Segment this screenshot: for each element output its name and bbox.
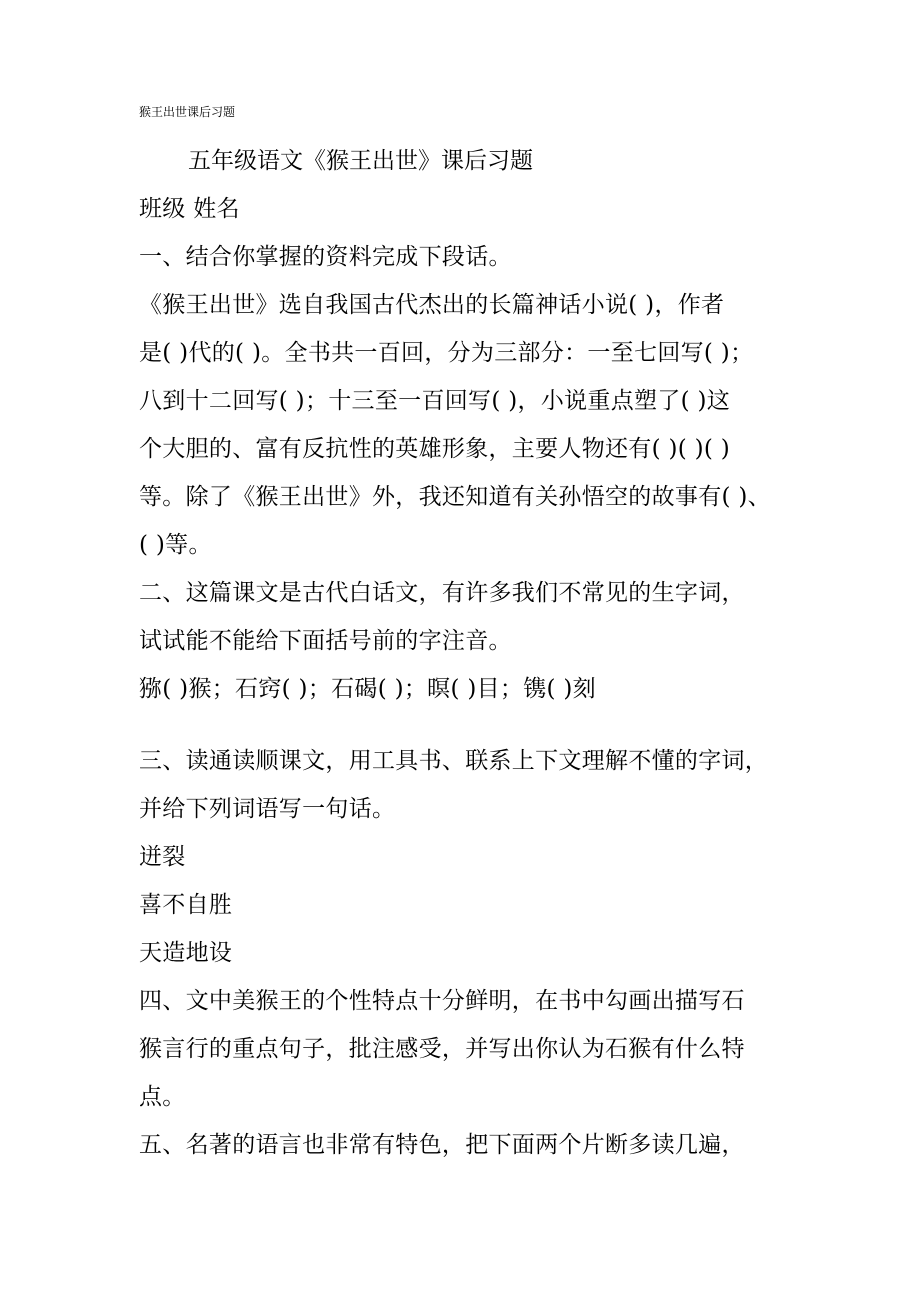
class-name-line: 班级 姓名 [139, 196, 240, 222]
page-header: 猴王出世课后习题 [139, 105, 236, 119]
question-1-text-line: 是( )代的( )。全书共一百回，分为三部分：一至七回写( )； [139, 340, 754, 366]
question-1-text-line: 《猴王出世》选自我国古代杰出的长篇神话小说( )，作者 [139, 292, 725, 318]
vocab-item: 天造地设 [139, 940, 233, 966]
question-2-pinyin-items: 猕( )猴；石窍( )；石碣( )；暝( )目；镌( )刻 [139, 676, 596, 702]
document-title: 五年级语文《猴王出世》课后习题 [188, 148, 533, 174]
question-4-heading: 猴言行的重点句子，批注感受，并写出你认为石猴有什么特 [139, 1036, 745, 1062]
question-4-heading: 四、文中美猴王的个性特点十分鲜明，在书中勾画出描写石 [139, 988, 745, 1014]
vocab-item: 喜不自胜 [139, 892, 233, 918]
question-1-text-line: 等。除了《猴王出世》外，我还知道有关孙悟空的故事有( )、 [139, 484, 771, 510]
question-1-text-line: ( )等。 [139, 532, 212, 558]
question-1-heading: 一、结合你掌握的资料完成下段话。 [139, 244, 512, 270]
question-1-text-line: 八到十二回写( )；十三至一百回写( )，小说重点塑了( )这 [139, 388, 731, 414]
question-2-heading: 二、这篇课文是古代白话文，有许多我们不常见的生字词， [139, 580, 745, 606]
question-5-heading: 五、名著的语言也非常有特色，把下面两个片断多读几遍， [139, 1132, 745, 1158]
question-1-text-line: 个大胆的、富有反抗性的英雄形象，主要人物还有( )( )( ) [139, 436, 731, 462]
vocab-item: 迸裂 [139, 844, 186, 870]
question-3-heading: 三、读通读顺课文，用工具书、联系上下文理解不懂的字词， [139, 748, 769, 774]
question-4-heading: 点。 [139, 1084, 186, 1110]
question-2-heading: 试试能不能给下面括号前的字注音。 [139, 628, 512, 654]
question-3-heading: 并给下列词语写一句话。 [139, 796, 396, 822]
